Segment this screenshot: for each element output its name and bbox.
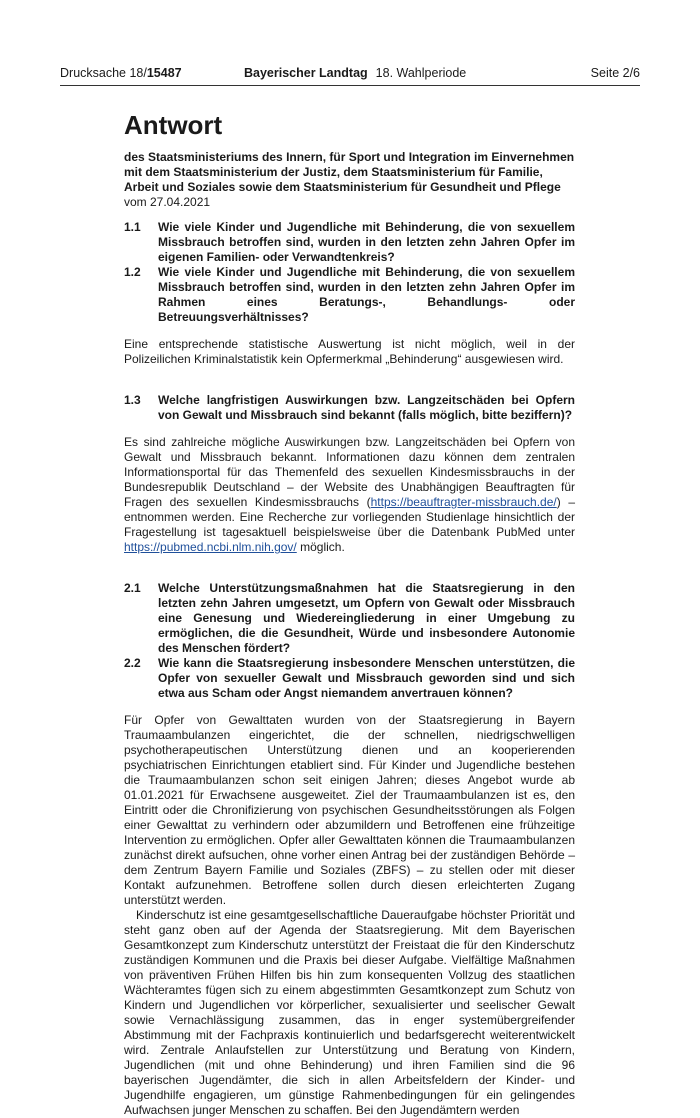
answer-1: Eine entsprechende statistische Auswertung ist nicht möglich, weil in der Polizeilichen Kriminalstatistik kein Opfermerkmal „Behinderung“ ausgewiesen wird. [124,337,575,366]
beauftragter-link[interactable]: https://beauftragter-missbrauch.de/ [370,495,557,509]
question-2-1 [124,581,575,656]
parliament-name: Bayerischer Landtag [244,66,368,80]
question-number: 1.3 [124,393,141,407]
question-number: 2.2 [124,656,141,670]
answer-text: ) – entnommen werden. Eine Recherche zur vorliegenden Studienlage hinsichtlich der Fragestellung ist tagesaktuell beispielsweise über die Datenbank PubMed unter [124,495,575,539]
answer-2-paragraph-2: Kinderschutz ist eine gesamtgesellschaftliche Daueraufgabe höchster Priorität und steht ganz oben auf der Agenda der Staatsregierung. Mit dem Bayerischen Gesamtkonzept zum Kinderschutz unterstützt der Freistaat die für den Kinderschutz zuständigen Kommunen und die Praxis bei dieser Aufgabe. Vielfältige Maßnahmen von präventiven Frühen Hilfen bis hin zum konsequenten Vollzug des staatlichen Wächteramtes fügen sich zu einem abgestimmten Gesamtkonzept zum Schutz von Kindern und Jugendlichen vor körperlicher, sexualisierter und seelischer Gewalt sowie Vernachlässigung zusammen, das in enger systemübergreifender Abstimmung mit der Fachpraxis kontinuierlich und bedarfsgerecht weiterentwickelt wird. Zentrale Anlaufstellen zur Unterstützung und Beratung von Kindern, Jugendlichen (mit und ohne Behinderung) und ihren Familien sind die 96 bayerischen Jugendämter, die sich in allen Arbeitsfeldern der Kinder- und Jugendhilfe engagieren, um günstige Rahmenbedingungen für ein gelingendes Aufwachsen junger Menschen zu schaffen. Bei den Jugendämtern werden [124,908,575,1117]
header-divider [60,85,640,86]
question-text: Wie kann die Staatsregierung insbesondere Menschen unterstützen, die Opfer von sexueller Gewalt und Missbrauch geworden sind und sich etwa aus Scham oder Angst niemandem anvertrauen können? [158,656,575,700]
parliament-info [244,64,466,82]
answer-text: Es sind zahlreiche mögliche Auswirkungen bzw. Langzeitschäden bei Opfern von Gewalt und Missbrauch bekannt. Informationen dazu können dem zentralen Informationsportal für das Themenfeld des sexuellen Kindesmissbrauchs in der Bundesrepublik Deutschland – der Website des Unabhängigen Beauftragten für Fragen des sexuellen Kindesmissbrauchs ( [124,435,575,509]
pubmed-link[interactable]: https://pubmed.ncbi.nlm.nih.gov/ [124,540,297,554]
drucksache-label: Drucksache 18/ [60,66,147,80]
question-1-3 [124,393,575,423]
question-number: 1.1 [124,220,141,234]
answer-lead: des Staatsministeriums des Innern, für Sport und Integration im Einvernehmen mit dem Staatsministerium der Justiz, dem Staatsministerium für Familie, Arbeit und Soziales sowie dem Staatsministerium für Gesundheit und Pflege [124,150,575,194]
answer-2-paragraph-1: Für Opfer von Gewalttaten wurden von der Staatsregierung in Bayern Traumaambulanzen eingerichtet, die der schnellen, niedrigschwelligen psychotherapeutischen Unterstützung dienen und an kooperierenden psychiatrischen Einrichtungen etabliert sind. Für Kinder und Jugendliche bestehen die Traumaambulanzen schon seit einigen Jahren; dieses Angebot wurde ab 01.01.2021 für Erwachsene ausgeweitet. Ziel der Traumaambulanzen ist es, den Eintritt oder die Chronifizierung von psychischen Gesundheitsstörungen als Folgen einer Gewalttat zu verhindern oder abzumildern und Betroffenen eine frühzeitige Intervention zu ermöglichen. Opfer aller Gewalttaten können die Traumaambulanzen zunächst direkt aufsuchen, ohne vorher einen Antrag bei der zuständigen Behörde – dem Zentrum Bayern Familie und Soziales (ZBFS) – zu stellen oder mit dieser Kontakt aufzunehmen. Betroffene sollen durch diesen erleichterten Zugang unterstützt werden. [124,713,575,907]
question-number: 1.2 [124,265,141,279]
page-title: Antwort [124,110,223,140]
question-text: Wie viele Kinder und Jugendliche mit Behinderung, die von sexuellem Missbrauch betroffen sind, wurden in den letzten zehn Jahren Opfer im eigenen Familien- oder Verwandtenkreis? [158,220,575,264]
drucksache-ref [60,64,182,82]
question-2-2 [124,656,575,701]
question-text: Wie viele Kinder und Jugendliche mit Behinderung, die von sexuellem Missbrauch betroffen sind, wurden in den letzten zehn Jahren Opfer im Rahmen eines Beratungs-, Behandlungs- oder Betreuungsverhältnisses? [158,265,575,324]
legislative-period: 18. Wahlperiode [375,66,467,80]
document-body [124,110,575,1118]
question-number: 2.1 [124,581,141,595]
page-number: Seite 2/6 [590,66,640,80]
drucksache-number: 15487 [146,66,182,80]
answer-text: möglich. [296,540,345,554]
answer-date: vom 27.04.2021 [124,195,211,209]
page-header [60,64,640,82]
question-text: Welche langfristigen Auswirkungen bzw. Langzeitschäden bei Opfern von Gewalt und Missbrauch sind bekannt (falls möglich, bitte beziffern)? [158,393,575,422]
question-text: Welche Unterstützungsmaßnahmen hat die Staatsregierung in den letzten zehn Jahren umgesetzt, um Opfern von Gewalt oder Missbrauch eine Genesung und Wiedereingliederung in einer Umgebung zu ermöglichen, die die Gesundheit, Würde und insbesondere Autonomie des Menschen fördert? [158,581,575,655]
question-1-2 [124,265,575,325]
question-1-1 [124,220,575,265]
answer-1-3 [124,435,575,555]
